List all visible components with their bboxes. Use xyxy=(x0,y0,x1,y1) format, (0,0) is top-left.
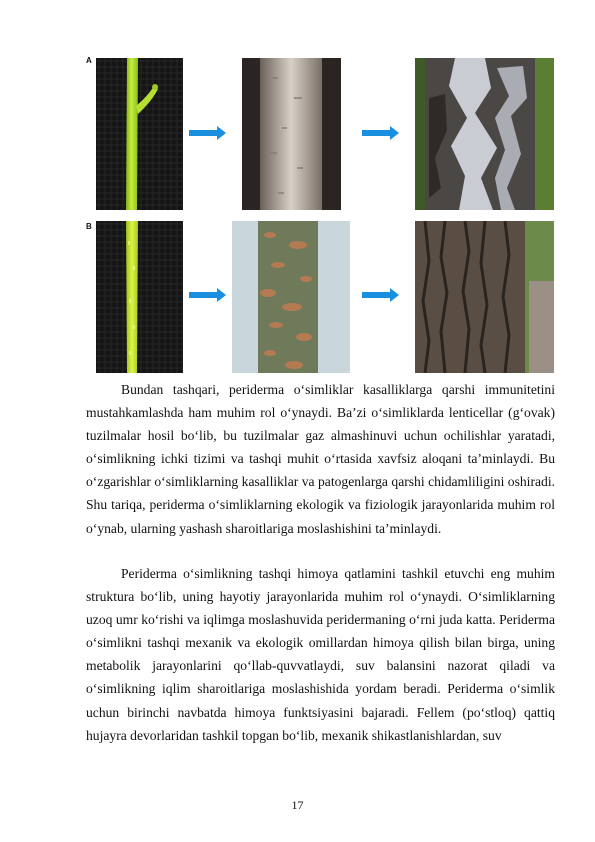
figure-row-label-a: A xyxy=(86,56,92,65)
right-arrow-icon xyxy=(189,288,226,302)
green-young-stem-photo xyxy=(96,221,183,373)
lenticel-covered-stem-photo xyxy=(232,221,350,373)
smooth-pale-bark-photo xyxy=(242,58,341,210)
right-arrow-icon xyxy=(362,288,399,302)
paragraph-periderma-structure: Periderma o‘simlikning tashqi himoya qatlamini tashkil etuvchi eng muhim struktura bo‘lib, uning hayotiy jarayonlarida muhim rol o‘ynaydi. O‘simliklarning uzoq umr ko‘rishi va iqlimga moslashuvida peridermaning o‘rni juda katta. Periderma o‘simlikni tashqi mexanik va ekologik omillardan himoya qilish bilan birga, uning metabolik jarayonlarini qo‘llab-quvvatlaydi, suv balansini nazorat qiladi va o‘simlikning iqlim sharoitlariga moslashishida yordam beradi. Periderma o‘simlik uchun birinchi navbatda himoya funktsiyasini bajaradi. Fellem (po‘stloq) qattiq hujayra devorlaridan tashkil topgan bo‘lib, mexanik shikastlanishlardan, suv xyxy=(86,566,555,743)
right-arrow-icon xyxy=(189,126,226,140)
page-number: 17 xyxy=(291,798,304,812)
fissured-mature-bark-photo xyxy=(415,221,554,373)
figure-row-label-b: B xyxy=(86,222,92,231)
green-young-stem-photo xyxy=(96,58,183,210)
cracked-birch-bark-photo xyxy=(415,58,554,210)
paragraph-periderma-immunity: Bundan tashqari, periderma o‘simliklar kasalliklarga qarshi immunitetini mustahkamlashda ham muhim rol o‘ynaydi. Ba’zi o‘simliklarda lenticellar (g‘ovak) tuzilmalar hosil bo‘lib, bu tuzilmalar gaz almashinuvi uchun ochilishlar yaratadi, o‘simlikning ichki tizimi va tashqi muhit o‘rtasida xavfsiz aloqani ta’minlaydi. Bu o‘zgarishlar o‘simliklarning kasalliklar va patogenlarga qarshi chidamliligini oshiradi. Shu tariqa, periderma o‘simliklarning ekologik va fiziologik jarayonlarida muhim rol o‘ynab, ularning yashash sharoitlariga moslashishini ta’minlaydi. xyxy=(86,382,555,536)
right-arrow-icon xyxy=(362,126,399,140)
